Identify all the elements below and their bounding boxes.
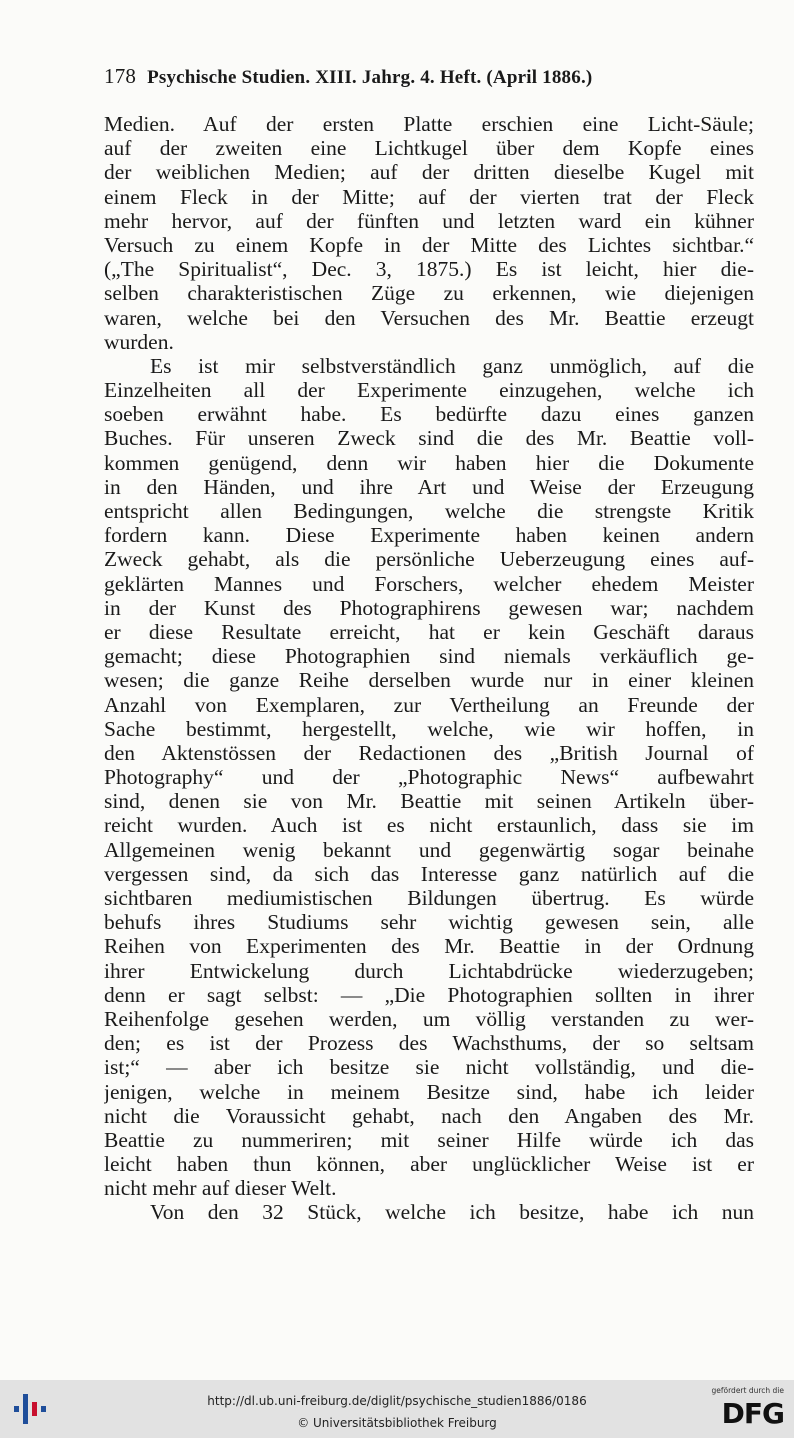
- text-line: Allgemeinen wenig bekannt und gegenwärtig sogar beinahe: [104, 837, 754, 862]
- text-line: der weiblichen Medien; auf der dritten dieselbe Kugel mit: [104, 160, 754, 185]
- text-line: Buches. Für unseren Zweck sind die des Mr. Beattie voll-: [104, 426, 754, 451]
- copyright-text: © Universitätsbibliothek Freiburg: [297, 1416, 497, 1430]
- text-line: Einzelheiten all der Experimente einzugehen, welche ich: [104, 378, 754, 403]
- text-line: Reihen von Experimenten des Mr. Beattie in der Ordnung: [104, 934, 754, 959]
- text-line: mehr hervor, auf der fünften und letzten ward ein kühner: [104, 208, 754, 233]
- paragraph-start-line: Von den 32 Stück, welche ich besitze, habe ich nun: [150, 1200, 754, 1225]
- text-line: kommen genügend, denn wir haben hier die Dokumente: [104, 450, 754, 475]
- text-line: sind, denen sie von Mr. Beattie mit seinen Artikeln über-: [104, 789, 754, 814]
- running-title: Psychische Studien. XIII. Jahrg. 4. Heft. (April 1886.): [147, 67, 593, 88]
- text-line: Anzahl von Exemplaren, zur Vertheilung an Freunde der: [104, 692, 754, 717]
- text-line: Sache bestimmt, hergestellt, welche, wie wir hoffen, in: [104, 716, 754, 741]
- text-line: waren, welche bei den Versuchen des Mr. Beattie erzeugt: [104, 305, 754, 330]
- dfg-logo: DFG: [721, 1397, 784, 1430]
- text-line: jenigen, welche in meinem Besitze sind, habe ich leider: [104, 1079, 754, 1104]
- text-line: den; es ist der Prozess des Wachsthums, der so seltsam: [104, 1031, 754, 1056]
- text-line: nicht mehr auf dieser Welt.: [104, 1176, 337, 1201]
- text-line: vergessen sind, da sich das Interesse ganz natürlich auf die: [104, 861, 754, 886]
- text-line: entspricht allen Bedingungen, welche die strengste Kritik: [104, 499, 754, 523]
- text-line: Medien. Auf der ersten Platte erschien eine Licht-Säule;: [104, 112, 754, 136]
- text-line: einem Fleck in der Mitte; auf der vierten trat der Fleck: [104, 184, 754, 209]
- text-line: soeben erwähnt habe. Es bedürfte dazu eines ganzen: [104, 402, 754, 427]
- text-line: („The Spiritualist“, Dec. 3, 1875.) Es ist leicht, hier die-: [104, 257, 754, 282]
- text-line: Photography“ und der „Photographic News“ aufbewahrt: [104, 765, 754, 790]
- text-line: auf der zweiten eine Lichtkugel über dem Kopfe eines: [104, 136, 754, 161]
- text-line: behufs ihres Studiums sehr wichtig gewesen sein, alle: [104, 910, 754, 935]
- text-line: fordern kann. Diese Experimente haben keinen andern: [104, 523, 754, 548]
- text-line: er diese Resultate erreicht, hat er kein Geschäft daraus: [104, 619, 754, 644]
- text-line: geklärten Mannes und Forschers, welcher ehedem Meister: [104, 571, 754, 596]
- text-line: ist;“ — aber ich besitze sie nicht vollständig, und die-: [104, 1055, 754, 1080]
- text-line: wurden.: [104, 329, 174, 354]
- text-line: selben charakteristischen Züge zu erkennen, wie diejenigen: [104, 281, 754, 306]
- text-line: den Aktenstössen der Redactionen des „British Journal of: [104, 740, 754, 765]
- running-header: [104, 64, 754, 92]
- body-text: [104, 112, 754, 1225]
- text-line: ihrer Entwickelung durch Lichtabdrücke wiederzugeben;: [104, 958, 754, 983]
- text-line: leicht haben thun können, aber unglücklicher Weise ist er: [104, 1152, 754, 1177]
- text-line: in der Kunst des Photographirens gewesen war; nachdem: [104, 595, 754, 620]
- text-line: Versuch zu einem Kopfe in der Mitte des Lichtes sichtbar.“: [104, 232, 754, 257]
- dfg-funding-note: gefördert durch die: [711, 1386, 784, 1395]
- footer-bar: [0, 1380, 794, 1438]
- text-line: Zweck gehabt, als die persönliche Ueberzeugung eines auf-: [104, 547, 754, 572]
- text-line: Reihenfolge gesehen werden, um völlig verstanden zu wer-: [104, 1006, 754, 1031]
- text-line: reicht wurden. Auch ist es nicht erstaunlich, dass sie im: [104, 813, 754, 838]
- text-line: Beattie zu nummeriren; mit seiner Hilfe würde ich das: [104, 1127, 754, 1152]
- text-line: sichtbaren mediumistischen Bildungen übertrug. Es würde: [104, 886, 754, 910]
- text-line: denn er sagt selbst: — „Die Photographien sollten in ihrer: [104, 982, 754, 1007]
- text-line: nicht die Voraussicht gehabt, nach den Angaben des Mr.: [104, 1103, 754, 1128]
- text-line: wesen; die ganze Reihe derselben wurde nur in einer kleinen: [104, 668, 754, 693]
- page-number: 178: [104, 64, 137, 88]
- paragraph-start-line: Es ist mir selbstverständlich ganz unmöglich, auf die: [150, 353, 754, 378]
- text-line: gemacht; diese Photographien sind niemals verkäuflich ge-: [104, 644, 754, 669]
- text-line: in den Händen, und ihre Art und Weise der Erzeugung: [104, 474, 754, 499]
- source-url-link[interactable]: http://dl.ub.uni-freiburg.de/diglit/psychische_studien1886/0186: [207, 1394, 587, 1408]
